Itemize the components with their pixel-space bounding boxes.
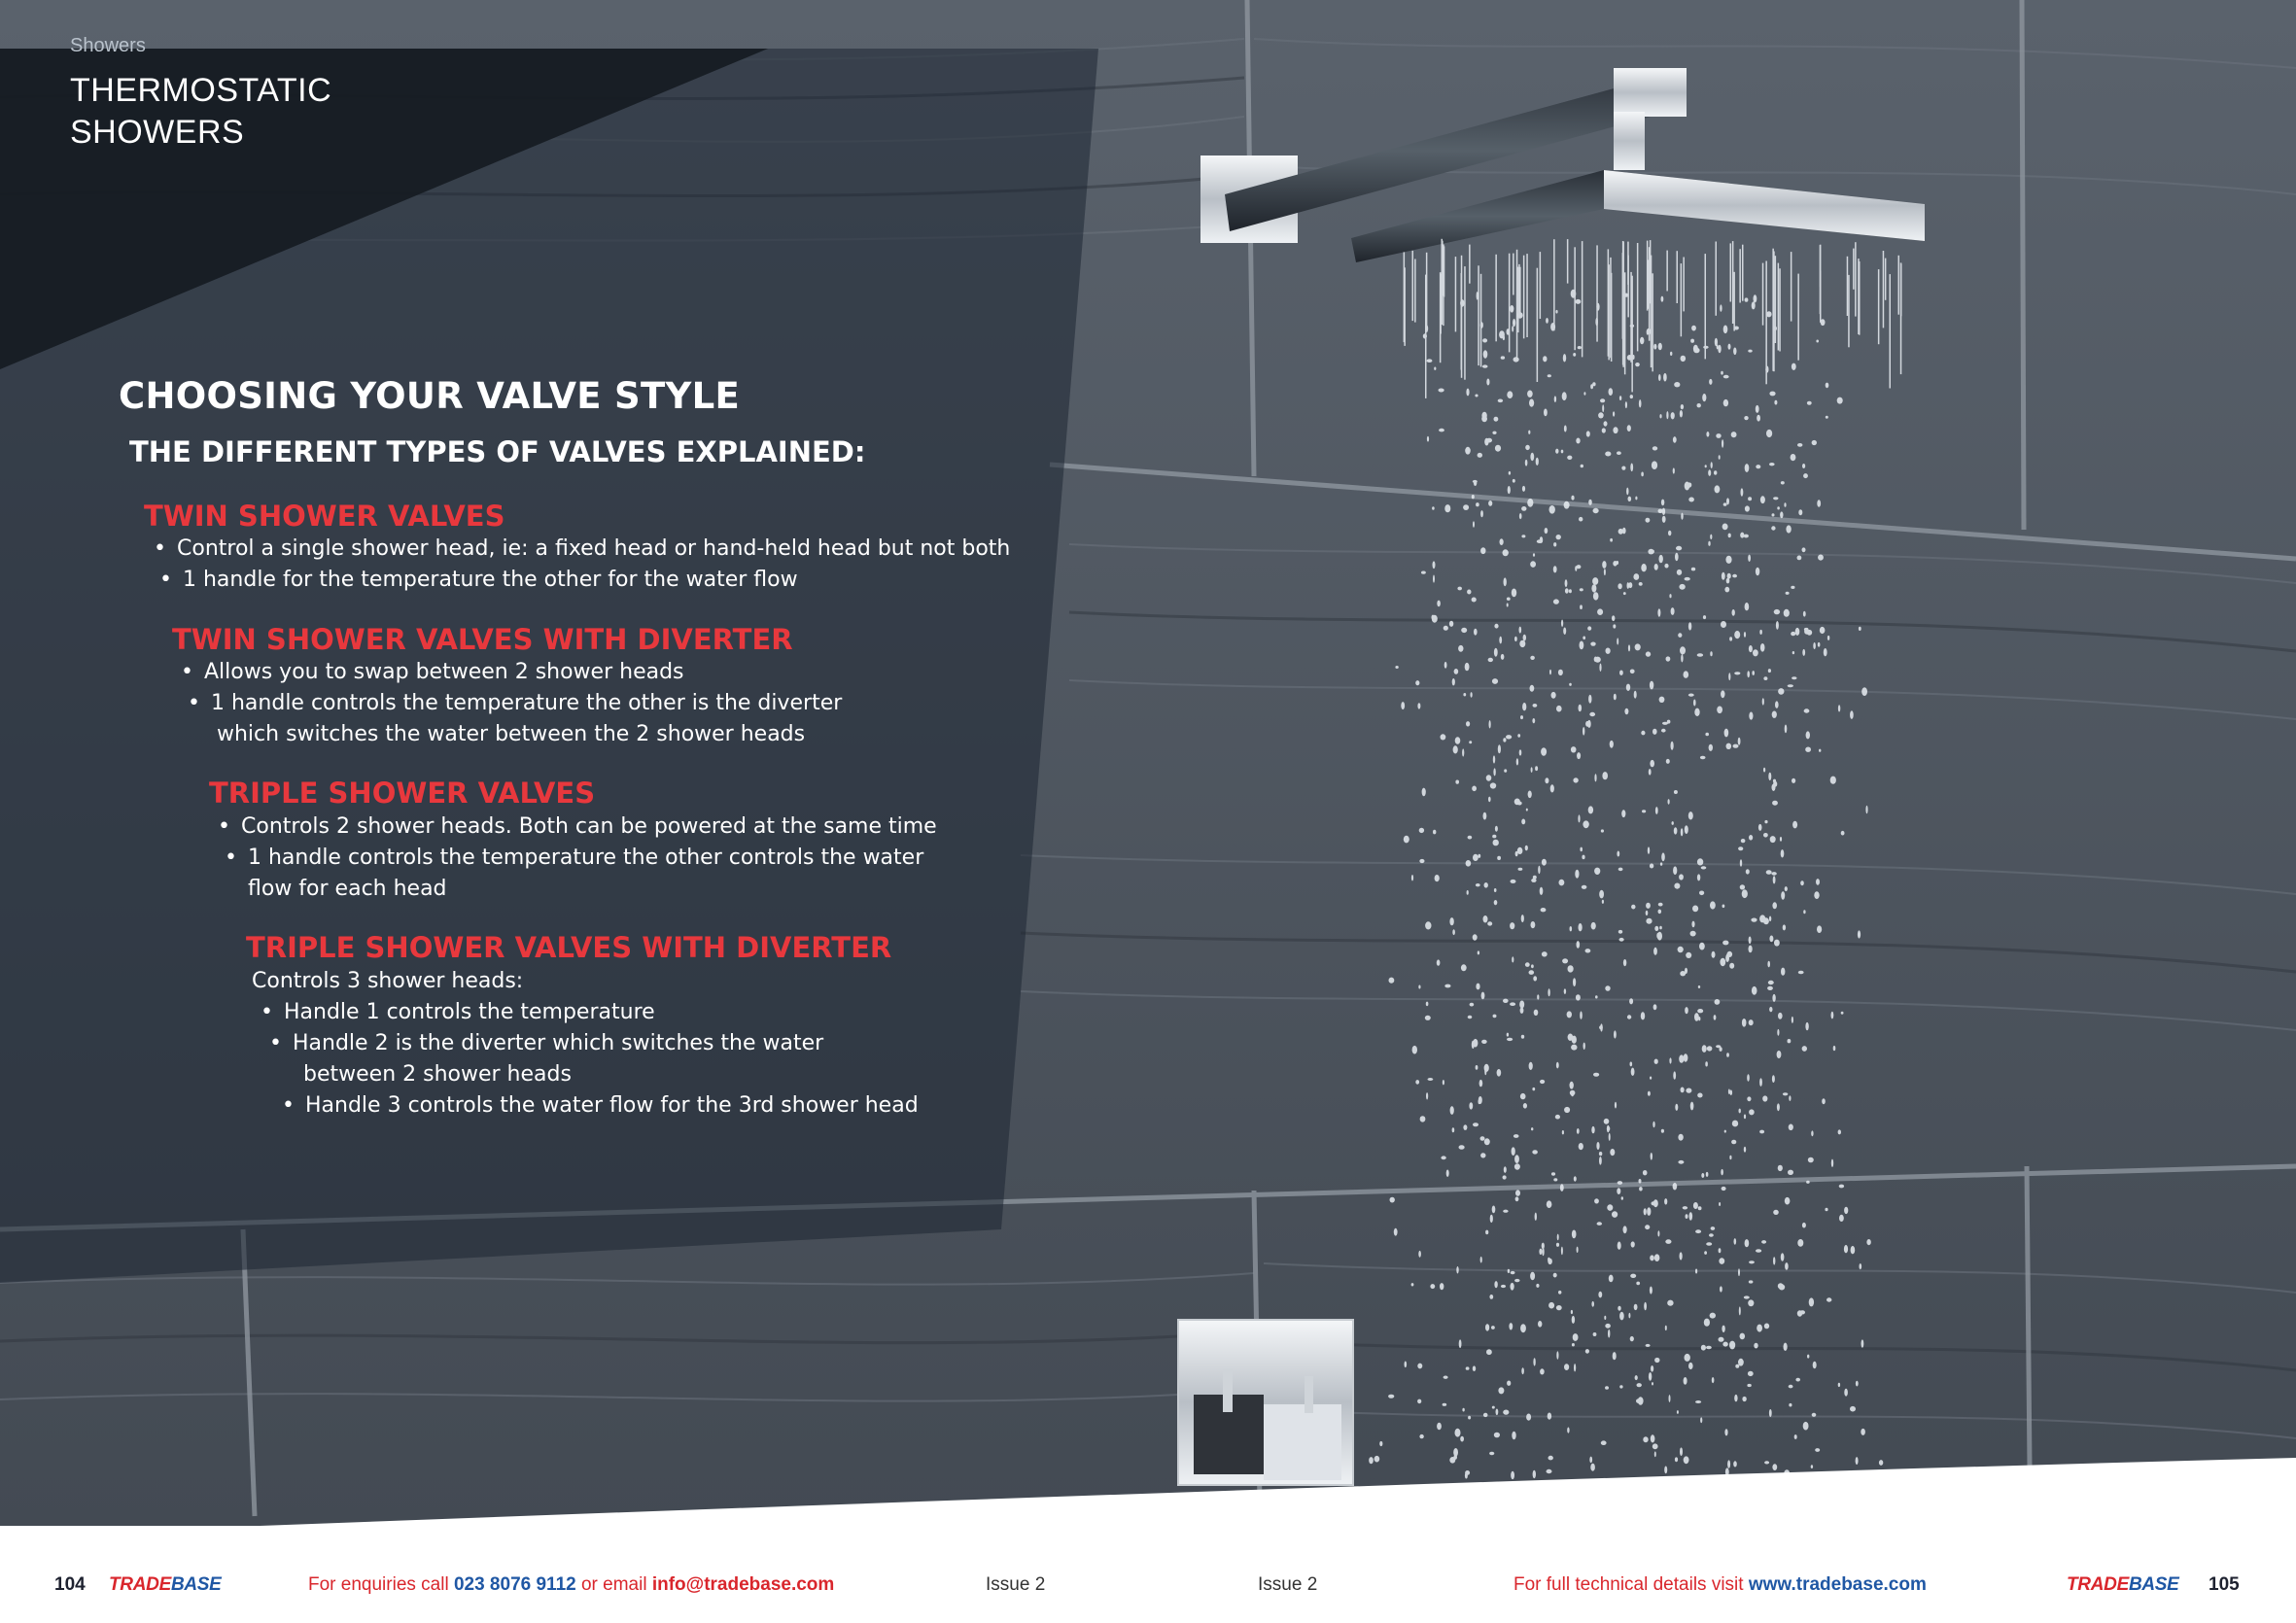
issue-right: Issue 2 xyxy=(1258,1574,1318,1595)
page-number-left: 104 xyxy=(54,1574,86,1595)
list-item: • Handle 3 controls the water flow for the 3rd shower head xyxy=(282,1093,919,1118)
website-link[interactable]: www.tradebase.com xyxy=(1748,1574,1927,1595)
list-item: • 1 handle controls the temperature the other is the diverter xyxy=(188,691,843,715)
bullet-icon: • xyxy=(282,1093,295,1118)
list-item: • Handle 1 controls the temperature xyxy=(261,1000,655,1024)
list-item: • 1 handle for the temperature the other for the water flow xyxy=(159,568,798,592)
footer-curve xyxy=(0,1448,2296,1536)
section-intro: Controls 3 shower heads: xyxy=(252,969,524,993)
list-item: • Control a single shower head, ie: a fixed head or hand-held head but not both xyxy=(154,536,1011,561)
sub-heading: THE DIFFERENT TYPES OF VALVES EXPLAINED: xyxy=(129,435,866,468)
section-label: Showers xyxy=(70,35,146,56)
section-title-twin: TWIN SHOWER VALVES xyxy=(144,500,505,533)
bullet-icon: • xyxy=(159,568,172,592)
list-item: • Controls 2 shower heads. Both can be powered at the same time xyxy=(218,814,937,839)
bullet-icon: • xyxy=(218,814,230,839)
issue-left: Issue 2 xyxy=(986,1574,1046,1595)
page-number-right: 105 xyxy=(2209,1574,2240,1595)
bullet-icon: • xyxy=(261,1000,273,1024)
bullet-icon: • xyxy=(188,691,200,715)
tradebase-logo-right: TRADEBASE xyxy=(2067,1574,2179,1595)
section-title-triple: TRIPLE SHOWER VALVES xyxy=(209,777,596,810)
list-item-continuation: which switches the water between the 2 shower heads xyxy=(217,722,806,746)
bullet-icon: • xyxy=(181,660,193,684)
bullet-icon: • xyxy=(269,1031,282,1055)
email-link[interactable]: info@tradebase.com xyxy=(651,1574,835,1595)
tradebase-logo-left: TRADEBASE xyxy=(109,1574,222,1595)
bullet-icon: • xyxy=(225,846,237,870)
enquiries-text: For enquiries call 023 8076 9112 or email info@tradebase.com xyxy=(308,1574,835,1595)
phone-link[interactable]: 023 8076 9112 xyxy=(453,1574,576,1595)
list-item-continuation: between 2 shower heads xyxy=(303,1062,572,1087)
section-title-twin-diverter: TWIN SHOWER VALVES WITH DIVERTER xyxy=(172,623,793,656)
list-item-continuation: flow for each head xyxy=(248,877,447,901)
list-item: • 1 handle controls the temperature the other controls the water xyxy=(225,846,924,870)
page-title: THERMOSTATIC SHOWERS xyxy=(70,72,332,151)
list-item: • Allows you to swap between 2 shower heads xyxy=(181,660,684,684)
section-title-triple-diverter: TRIPLE SHOWER VALVES WITH DIVERTER xyxy=(246,931,892,964)
main-heading: CHOOSING YOUR VALVE STYLE xyxy=(119,375,741,417)
list-item: • Handle 2 is the diverter which switches the water xyxy=(269,1031,824,1055)
bullet-icon: • xyxy=(154,536,166,561)
technical-details-text: For full technical details visit www.tradebase.com xyxy=(1513,1574,1927,1595)
